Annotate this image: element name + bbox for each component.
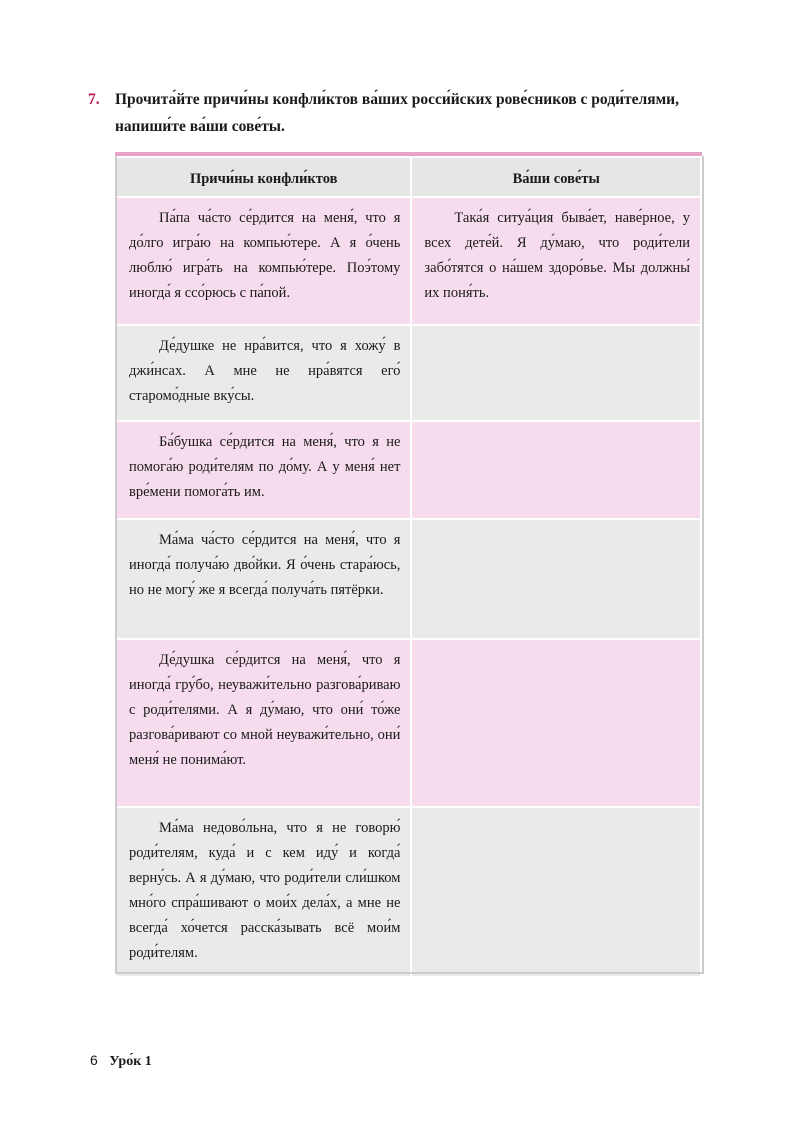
table-header-row	[116, 157, 701, 197]
advice-cell[interactable]	[411, 421, 701, 519]
reason-cell: Па́па ча́сто се́рдится на меня́, что я до́лго игра́ю на компью́тере. А я о́чень люблю́ игра́ть на компью́тере. Поэ́тому иногда́ я ссо́рюсь с па́пой.	[116, 197, 411, 325]
reason-cell: Ба́бушка се́рдится на меня́, что я не помога́ю роди́телям по до́му. А у меня́ нет вре́мени помога́ть им.	[116, 421, 411, 519]
table-row	[116, 807, 701, 977]
task-number: 7.	[88, 91, 100, 108]
reason-cell: Де́душке не нра́вится, что я хожу́ в джи́нсах. А мне не нра́вятся его́ старомо́дные вку́сы.	[116, 325, 411, 421]
advice-cell[interactable]	[411, 325, 701, 421]
header-advice: Ва́ши сове́ты	[411, 157, 701, 197]
table-row	[116, 639, 701, 807]
task-text: Прочита́йте причи́ны конфли́ктов ва́ших росси́йских рове́сников с роди́телями, напиши́те ва́ши сове́ты.	[115, 91, 679, 135]
table-row	[116, 197, 701, 325]
task-heading	[88, 86, 718, 140]
table-row	[116, 325, 701, 421]
reason-cell: Ма́ма ча́сто се́рдится на меня́, что я иногда́ получа́ю дво́йки. Я о́чень стара́юсь, но не могу́ же я всегда́ получа́ть пятёрки.	[116, 519, 411, 639]
page-number: 6	[90, 1052, 98, 1068]
conflicts-table	[115, 156, 702, 978]
advice-cell[interactable]	[411, 807, 701, 977]
lesson-label: Уро́к 1	[109, 1054, 152, 1069]
table-row	[116, 519, 701, 639]
advice-cell[interactable]	[411, 519, 701, 639]
page-footer	[90, 1050, 152, 1072]
header-reasons: Причи́ны конфли́ктов	[116, 157, 411, 197]
reason-cell: Ма́ма недово́льна, что я не говорю́ роди́телям, куда́ и с кем иду́ и когда́ верну́сь. А я ду́маю, что роди́тели сли́шком мно́го спра́шивают о мои́х дела́х, а мне не всегда́ хо́чется расска́зывать всё мои́м роди́телям.	[116, 807, 411, 977]
advice-cell[interactable]	[411, 639, 701, 807]
table-row	[116, 421, 701, 519]
reason-cell: Де́душка се́рдится на меня́, что я иногда́ гру́бо, неуважи́тельно разгова́риваю с роди́телями. А я ду́маю, что они́ то́же разгова́ривают со мной неуважи́тельно, они́ меня́ не понима́ют.	[116, 639, 411, 807]
advice-cell[interactable]: Така́я ситуа́ция быва́ет, наве́рное, у всех дете́й. Я ду́маю, что роди́тели забо́тятся о на́шем здоро́вье. Мы должны́ их поня́ть.	[411, 197, 701, 325]
conflicts-table-wrapper	[115, 152, 702, 978]
